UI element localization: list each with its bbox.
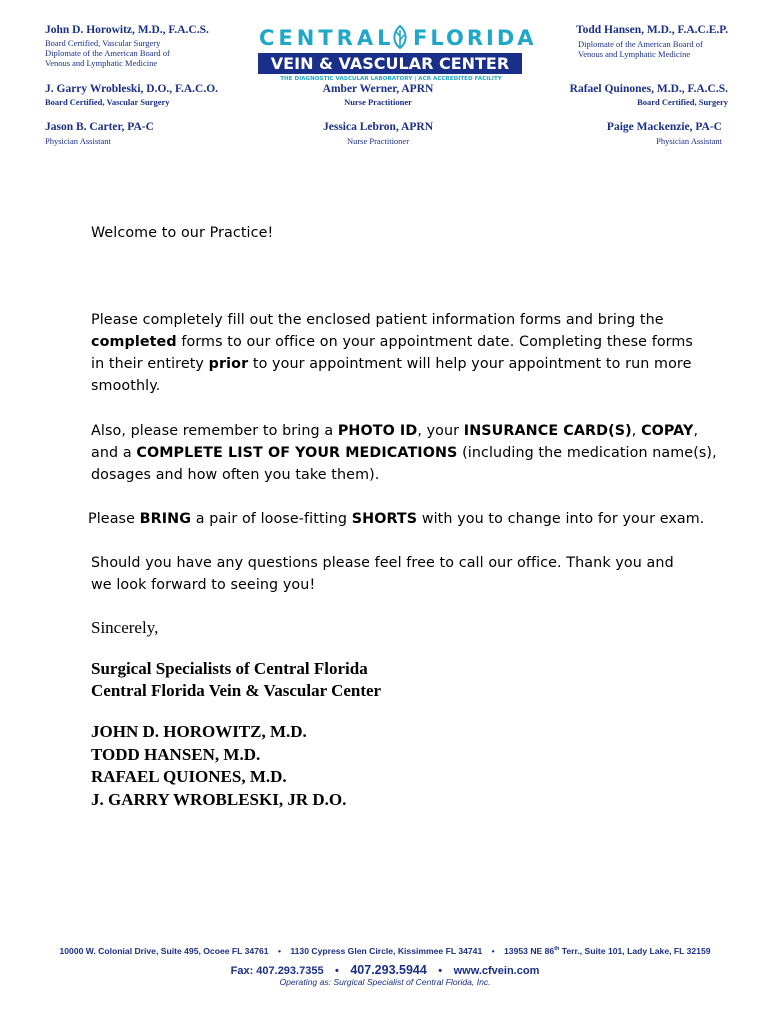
paragraph-shorts: Please BRING a pair of loose-fitting SHORTS with you to change into for your exam.	[88, 511, 705, 527]
logo-banner: VEIN & VASCULAR CENTER	[258, 53, 522, 74]
signer-name: JOHN D. HOROWITZ, M.D.	[91, 722, 307, 741]
staff-name: Jason B. Carter, PA-C	[45, 121, 154, 133]
signers	[91, 721, 346, 811]
staff-name: Paige Mackenzie, PA-C	[606, 121, 722, 133]
paragraph-forms: Please completely fill out the enclosed patient information forms and bring the completed forms to our office on your appointment date. Completing these forms in their entirety prior to your appointment will help your appointment to run more smoothly.	[91, 312, 693, 394]
staff-name: Jessica Lebron, APRN	[323, 121, 433, 133]
bullet-icon: •	[438, 965, 443, 977]
address-ocoee: 10000 W. Colonial Drive, Suite 495, Ocoee FL 34761	[59, 946, 269, 956]
phone-number: 407.293.5944	[350, 963, 427, 977]
staff-lebron	[278, 121, 478, 146]
paragraph-bring-items: Also, please remember to bring a PHOTO ID, your INSURANCE CARD(S), COPAY, and a COMPLETE LIST OF YOUR MEDICATIONS (including the medication name(s), dosages and how often you take them).	[91, 423, 717, 483]
bullet-icon: •	[277, 946, 281, 956]
staff-horowitz	[45, 24, 209, 68]
footer-addresses	[0, 946, 770, 956]
staff-credential: Nurse Practitioner	[346, 136, 410, 146]
vein-leaf-icon	[388, 24, 412, 50]
paragraph-questions: Should you have any questions please feel free to call our office. Thank you and we look forward to seeing you!	[91, 555, 674, 593]
staff-credential: Venous and Lymphatic Medicine	[578, 49, 691, 59]
signer-name: J. GARRY WROBLESKI, JR D.O.	[91, 789, 347, 809]
closing: Sincerely,	[91, 618, 159, 637]
staff-quinones	[570, 83, 728, 107]
signature-orgs	[91, 658, 381, 702]
signer-name: RAFAEL QUIONES, M.D.	[91, 767, 287, 786]
staff-credential: Physician Assistant	[45, 136, 111, 146]
staff-name: Rafael Quinones, M.D., F.A.C.S.	[569, 83, 728, 95]
staff-werner	[278, 83, 478, 107]
staff-credential: Venous and Lymphatic Medicine	[45, 58, 158, 68]
address-kissimmee: 1130 Cypress Glen Circle, Kissimmee FL 34741	[290, 946, 483, 956]
staff-carter	[45, 121, 154, 146]
fax-number: Fax: 407.293.7355	[230, 965, 324, 977]
staff-credential: Nurse Practitioner	[344, 97, 412, 107]
footer-operating-as: Operating as: Surgical Specialist of Central Florida, Inc.	[279, 977, 491, 987]
staff-credential: Board Certified, Vascular Surgery	[45, 97, 170, 107]
staff-hansen	[576, 24, 728, 59]
org-name: Surgical Specialists of Central Florida	[91, 659, 368, 678]
org-name: Central Florida Vein & Vascular Center	[91, 681, 382, 700]
website-link[interactable]: www.cfvein.com	[453, 965, 540, 977]
address-lady-lake: 13953 NE 86th Terr., Suite 101, Lady Lake, FL 32159	[504, 946, 711, 956]
staff-name: Amber Werner, APRN	[322, 83, 434, 95]
bullet-icon: •	[491, 946, 495, 956]
staff-credential: Board Certified, Vascular Surgery	[45, 38, 161, 48]
staff-credential: Board Certified, Surgery	[637, 97, 728, 107]
logo-tagline: THE DIAGNOSTIC VASCULAR LABORATORY | ACR ACCREDITED FACILITY	[280, 76, 502, 82]
staff-name: John D. Horowitz, M.D., F.A.C.S.	[45, 24, 209, 36]
staff-credential: Diplomate of the American Board of	[578, 39, 703, 49]
staff-wrobleski	[45, 83, 218, 107]
staff-mackenzie	[607, 121, 722, 146]
logo	[256, 24, 537, 84]
logo-word-central: CENTRAL	[259, 26, 395, 50]
staff-name: J. Garry Wrobleski, D.O., F.A.C.O.	[45, 83, 219, 95]
logo-word-florida: FLORIDA	[413, 26, 537, 50]
staff-name: Todd Hansen, M.D., F.A.C.E.P.	[576, 24, 729, 36]
bullet-icon: •	[335, 965, 339, 977]
signer-name: TODD HANSEN, M.D.	[91, 744, 261, 764]
staff-credential: Physician Assistant	[656, 136, 722, 146]
greeting: Welcome to our Practice!	[91, 225, 274, 241]
staff-credential: Diplomate of the American Board of	[45, 48, 170, 58]
